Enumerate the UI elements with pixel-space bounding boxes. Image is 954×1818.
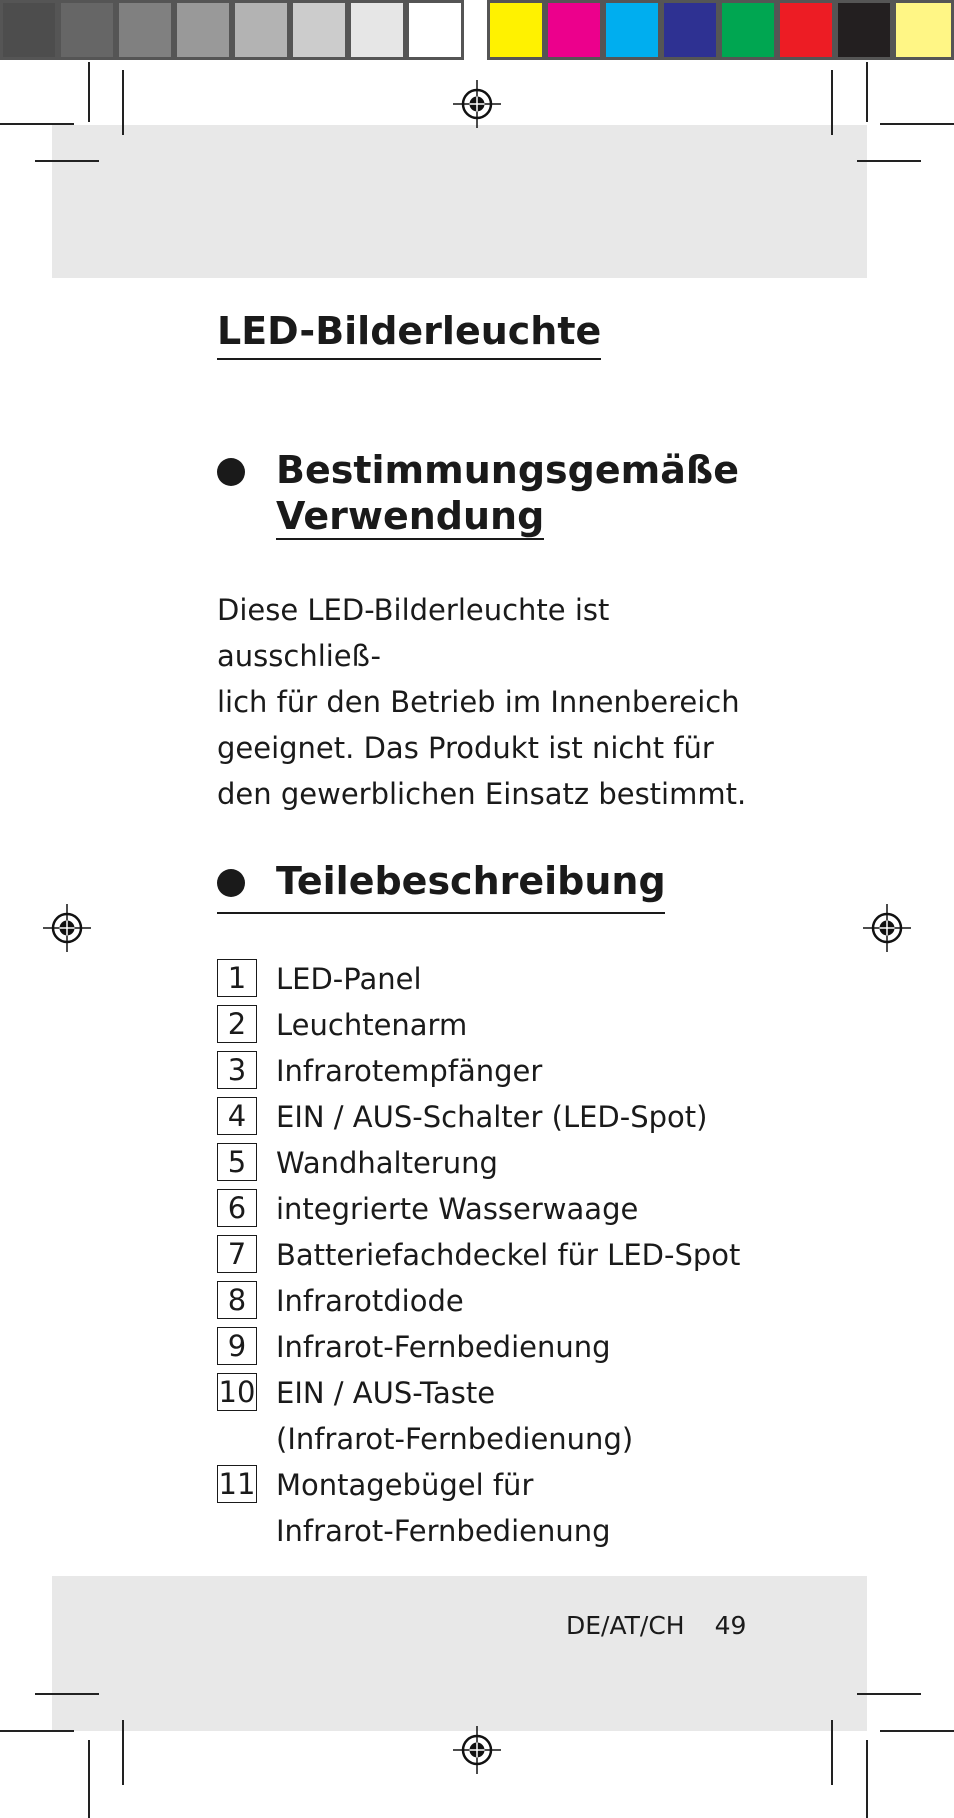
region-code: DE/AT/CH [566,1611,685,1640]
list-item [217,1462,817,1554]
color-swatch [0,0,58,60]
crop-mark [88,1740,90,1818]
color-swatch [232,0,290,60]
heading-underline [217,912,665,914]
registration-mark-icon [453,1726,501,1774]
registration-mark-icon [453,80,501,128]
crop-mark [0,123,74,125]
list-item [217,1232,817,1278]
crop-mark [0,1730,74,1732]
part-number-box: 10 [218,1375,256,1409]
color-swatch [777,0,835,60]
part-number-box: 4 [217,1097,257,1135]
top-gray-band [52,125,867,278]
color-swatch [603,0,661,60]
crop-mark [35,160,99,162]
crop-mark [857,160,921,162]
section-heading-intended-use [217,447,739,539]
part-label: Batteriefachdeckel für LED-Spot [276,1238,741,1272]
part-number-box: 9 [217,1327,257,1365]
part-number-box: 5 [217,1143,257,1181]
part-label: integrierte Wasserwaage [276,1192,639,1226]
color-swatch [893,0,954,60]
part-number-box: 7 [217,1235,257,1273]
list-item [217,956,817,1002]
part-number-box: 3 [217,1051,257,1089]
color-swatch [545,0,603,60]
part-number-box: 6 [217,1189,257,1227]
crop-mark [122,1720,124,1785]
part-label: Wandhalterung [276,1146,498,1180]
part-label: Infrarotdiode [276,1284,464,1318]
part-number-box: 2 [217,1005,257,1043]
section-heading-parts-description [217,858,666,904]
color-swatch [58,0,116,60]
part-label: EIN / AUS-Taste (Infrarot-Fernbedienung) [276,1376,634,1456]
crop-mark [866,1740,868,1818]
list-item [217,1048,817,1094]
registration-mark-icon [863,904,911,952]
heading-line-2: Verwendung [276,494,545,538]
list-item [217,1094,817,1140]
parts-list [217,956,817,1554]
color-swatch [348,0,406,60]
bottom-gray-band [52,1576,867,1731]
part-label: Infrarotempfänger [276,1054,543,1088]
part-number-box: 11 [218,1467,256,1501]
bullet-icon [217,458,245,486]
part-label: Montagebügel für Infrarot-Fernbedienung [276,1468,611,1548]
crop-mark [88,62,90,122]
part-label: EIN / AUS-Schalter (LED-Spot) [276,1100,708,1134]
color-swatch [406,0,464,60]
section-heading-text: Teilebeschreibung [276,859,666,903]
print-color-bar [0,0,954,60]
heading-line-1: Bestimmungsgemäße [276,448,739,492]
list-item [217,1370,817,1462]
crop-mark [880,1730,954,1732]
list-item [217,1324,817,1370]
list-item [217,1186,817,1232]
crop-mark [831,70,833,135]
list-item [217,1140,817,1186]
crop-mark [857,1693,921,1695]
part-label: Infrarot-Fernbedienung [276,1330,611,1364]
color-swatch [719,0,777,60]
page-number: 49 [714,1611,747,1640]
color-swatch [174,0,232,60]
crop-mark [880,123,954,125]
list-item [217,1002,817,1048]
part-label: LED-Panel [276,962,422,996]
page-footer [566,1606,746,1646]
crop-mark [35,1693,99,1695]
color-swatch [290,0,348,60]
part-number-box: 1 [217,959,257,997]
list-item [217,1278,817,1324]
color-swatch [661,0,719,60]
crop-mark [122,70,124,135]
registration-mark-icon [43,904,91,952]
section-heading-text [276,447,739,539]
part-number-box: 8 [217,1281,257,1319]
color-swatch [835,0,893,60]
intended-use-paragraph: Diese LED-Bilderleuchte ist ausschließ- lich für den Betrieb im Innenbereich geeignet. Das Produkt ist nicht für den gewerblichen Einsatz bestimmt. [217,593,747,811]
color-swatch [116,0,174,60]
bullet-icon [217,869,245,897]
page-title: LED-Bilderleuchte [217,304,601,360]
part-label: Leuchtenarm [276,1008,468,1042]
color-swatch [487,0,545,60]
crop-mark [866,62,868,122]
crop-mark [831,1720,833,1785]
